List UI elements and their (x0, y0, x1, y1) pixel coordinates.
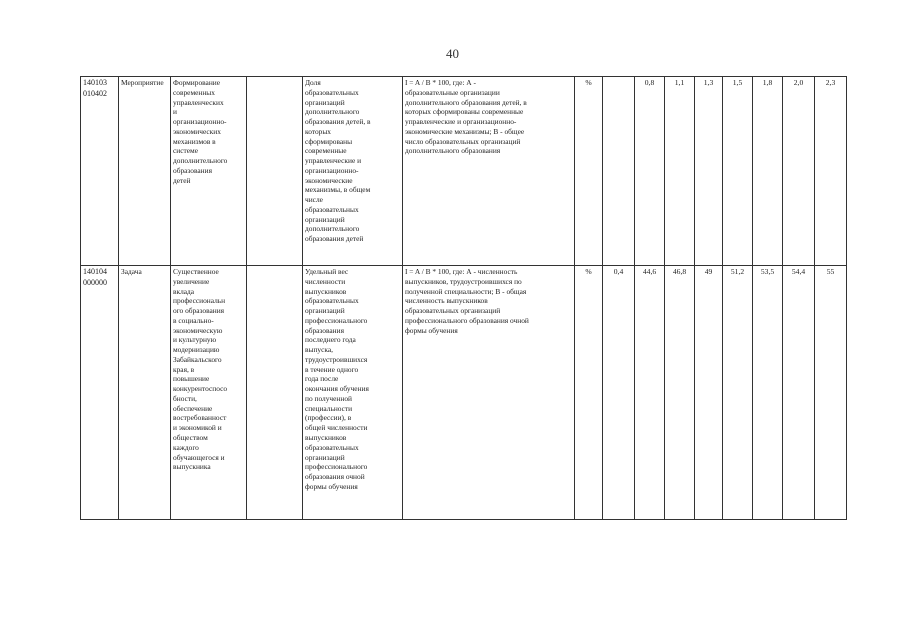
indicator-cell: Доля образовательных организаций дополнительного образования детей, в которых сформированы современные управленческие и организационно- экономические механизмы, в общем числе образовательных организаций дополнительного образования детей (303, 77, 403, 266)
value-cell: 1,5 (723, 77, 753, 266)
value-cell: 46,8 (665, 266, 695, 520)
table-row (81, 266, 847, 520)
unit-cell: % (575, 77, 603, 266)
base-value-cell (603, 77, 635, 266)
unit-cell: % (575, 266, 603, 520)
value-cell: 49 (695, 266, 723, 520)
name-cell: Формирование современных управленческих и организационно- экономических механизмов в системе дополнительного образования детей (171, 77, 247, 266)
value-cell: 54,4 (783, 266, 815, 520)
page-number: 40 (446, 46, 459, 61)
value-cell: 53,5 (753, 266, 783, 520)
type-cell: Задача (119, 266, 171, 520)
code-cell: 140103 010402 (81, 77, 119, 266)
base-value-cell: 0,4 (603, 266, 635, 520)
type-cell: Мероприятие (119, 77, 171, 266)
formula-cell: I = A / B * 100, где: А - численность выпускников, трудоустроившихся по полученной специальности; В - общая численность выпускников образовательных организаций профессионального образования очной формы обучения (403, 266, 575, 520)
value-cell: 1,3 (695, 77, 723, 266)
empty-cell (247, 77, 303, 266)
table-row (81, 77, 847, 266)
value-cell: 44,6 (635, 266, 665, 520)
formula-cell: I = A / B * 100, где: А - образовательные организации дополнительного образования детей, в которых сформированы современные управленческие и организационно- экономические механизмы; В - общее число образовательных организаций дополнительного образования (403, 77, 575, 266)
value-cell: 2,3 (815, 77, 847, 266)
empty-cell (247, 266, 303, 520)
value-cell: 1,8 (753, 77, 783, 266)
value-cell: 0,8 (635, 77, 665, 266)
value-cell: 55 (815, 266, 847, 520)
code-cell: 140104 000000 (81, 266, 119, 520)
value-cell: 1,1 (665, 77, 695, 266)
value-cell: 2,0 (783, 77, 815, 266)
indicator-table (80, 76, 847, 520)
value-cell: 51,2 (723, 266, 753, 520)
indicator-cell: Удельный вес численности выпускников образовательных организаций профессионального образования последнего года выпуска, трудоустроившихся в течение одного года после окончания обучения по полученной специальности (профессии), в общей численности выпускников образовательных организаций профессионального образования очной формы обучения (303, 266, 403, 520)
name-cell: Существенное увеличение вклада профессиональн ого образования в социально- экономическую и культурную модернизацию Забайкальского края, в повышение конкурентоспосо бности, обеспечение востребованност и экономикой и обществом каждого обучающегося и выпускника (171, 266, 247, 520)
